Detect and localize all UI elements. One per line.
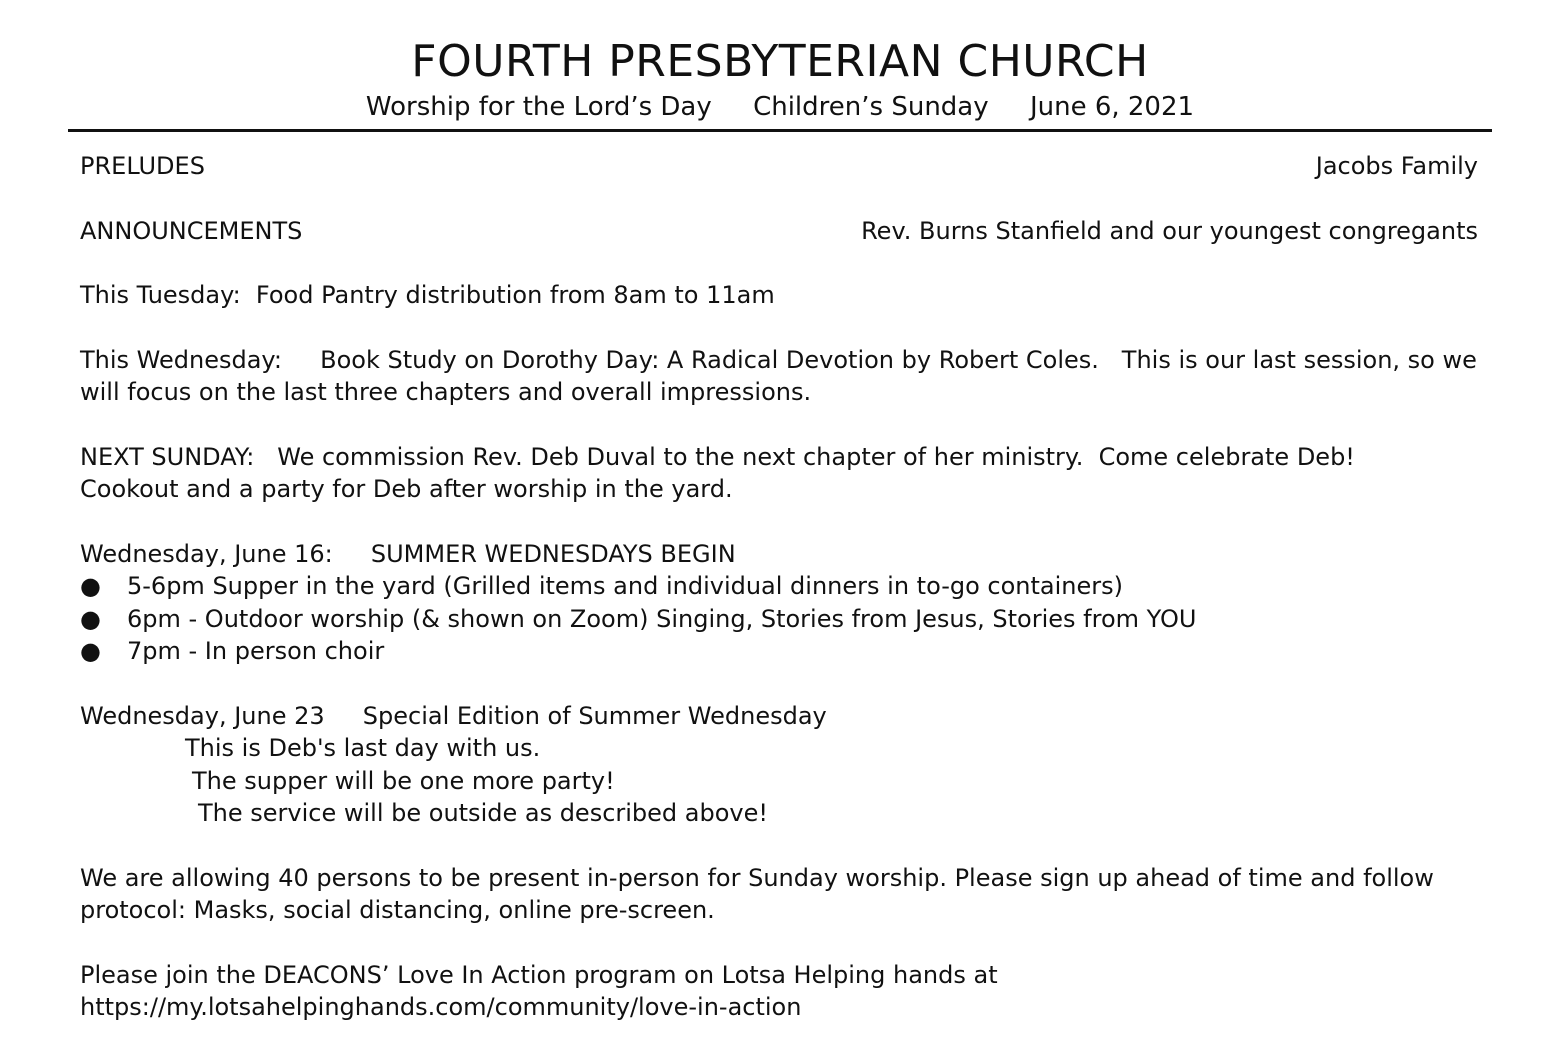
order-item-leader: Rev. Burns Stanfield and our youngest congregants [861,216,1478,245]
announcement-attendance: We are allowing 40 persons to be present in-person for Sunday worship. Please sign up ahead of time and follow protocol: Masks, social distancing, online pre-screen. [80,863,1442,924]
list-item-text: 5-6pm Supper in the yard (Grilled items and individual dinners in to-go containers) [127,572,1123,600]
list-item [80,635,1478,668]
announcement-deacons: Please join the DEACONS’ Love In Action program on Lotsa Helping hands at [80,960,998,989]
order-item-leader: Jacobs Family [1315,152,1478,180]
list-item-text: 6pm - Outdoor worship (& shown on Zoom) Singing, Stories from Jesus, Stories from YOU [127,604,1197,633]
june23-line: The supper will be one more party! [192,766,615,795]
announcement-tuesday: This Tuesday: Food Pantry distribution from 8am to 11am [80,281,775,309]
bulletin-body [80,150,1485,1024]
june23-line: The service will be outside as described above! [198,799,769,827]
announcement-next-sunday: NEXT SUNDAY: We commission Rev. Deb Duval to the next chapter of her ministry. Come celebrate Deb! Cookout and a party for Deb after worship in the yard. [80,442,1394,503]
bullet-icon: ● [80,604,101,633]
june23-line: This is Deb's last day with us. [185,734,541,762]
order-item-announcements [80,215,1478,248]
bullet-icon: ● [80,572,101,600]
bullet-icon: ● [80,637,101,665]
order-item-label: PRELUDES [80,152,205,180]
bulletin-header [0,36,1560,124]
june16-heading: Wednesday, June 16: SUMMER WEDNESDAYS BEGIN [80,539,736,568]
order-item-label: ANNOUNCEMENTS [80,216,303,245]
june16-schedule-list [80,570,1478,668]
announcement-wednesday: This Wednesday: Book Study on Dorothy Day: A Radical Devotion by Robert Coles. This is our last session, so we will focus on the last three chapters and overall impressions. [80,345,1485,406]
deacons-link[interactable]: https://my.lotsahelpinghands.com/community/love-in-action [80,993,802,1021]
service-subtitle: Worship for the Lord’s Day Children’s Sunday June 6, 2021 [365,92,1195,122]
list-item [80,603,1478,636]
church-title: FOURTH PRESBYTERIAN CHURCH [411,36,1149,87]
june23-heading: Wednesday, June 23 Special Edition of Summer Wednesday [80,701,827,730]
order-item-preludes [80,150,1478,183]
header-divider [68,129,1492,132]
list-item [80,570,1478,603]
list-item-text: 7pm - In person choir [127,637,385,665]
